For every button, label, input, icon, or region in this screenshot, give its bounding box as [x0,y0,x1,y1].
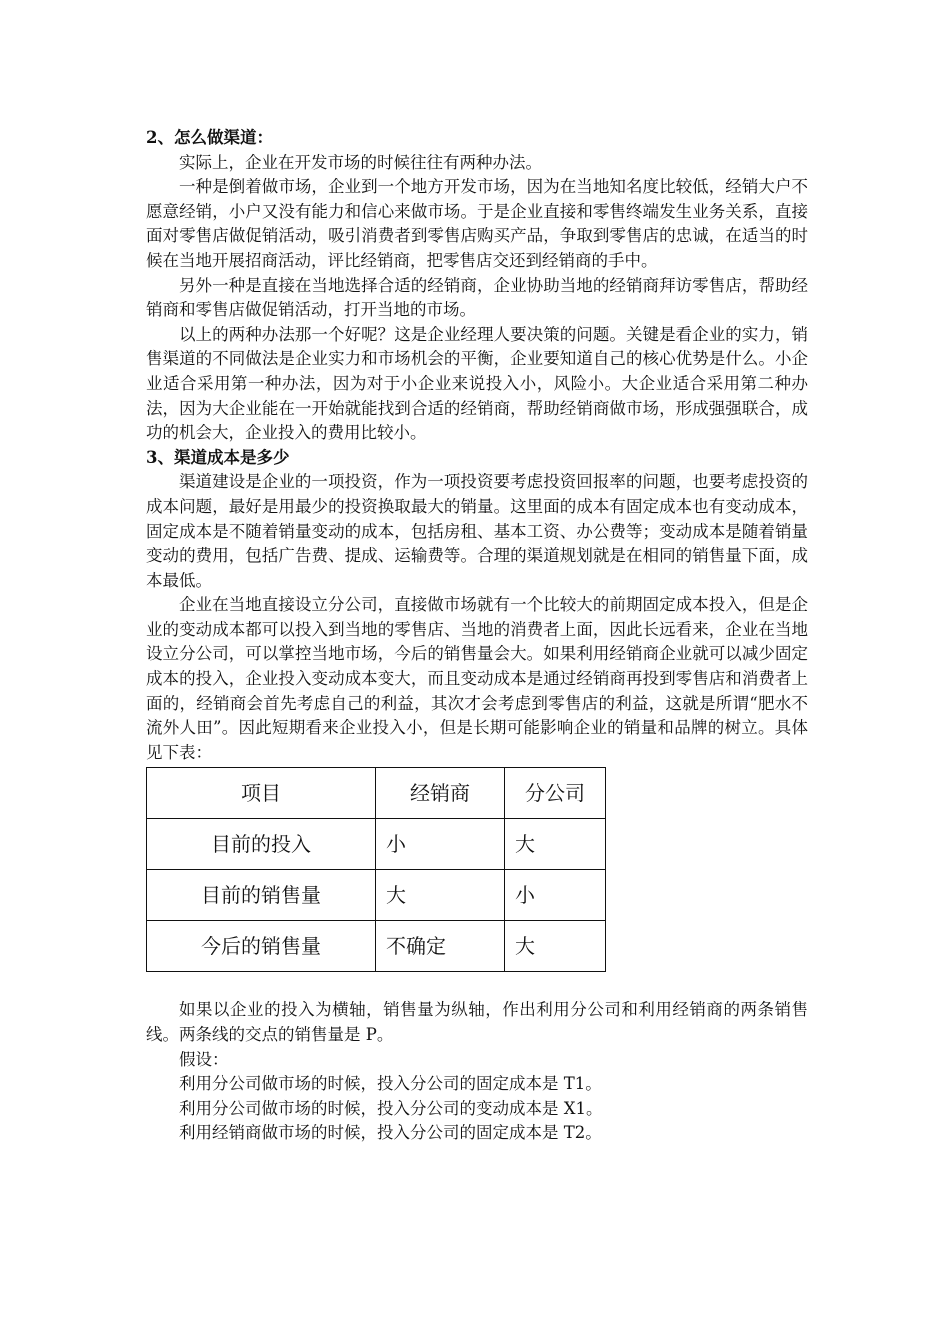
table-cell: 大 [505,819,606,870]
paragraph: 实际上，企业在开发市场的时候往往有两种办法。 [179,152,542,172]
table-header-row [147,768,606,819]
paragraph: 以上的两种办法那一个好呢？这是企业经理人要决策的问题。关键是看企业的实力，销售渠道的不同做法是企业实力和市场机会的平衡，企业要知道自己的核心优势是什么。小企业适合采用第一种办法，因为对于小企业来说投入小，风险小。大企业适合采用第二种办法，因为大企业能在一开始就能找到合适的经销商，帮助经销商做市场，形成强强联合，成功的机会大，企业投入的费用比较小。 [146,324,808,443]
table-cell: 不确定 [376,921,505,972]
comparison-table [146,767,606,972]
table-header-cell: 经销商 [376,768,505,819]
table-row [147,819,606,870]
assumption-line: 利用分公司做市场的时候，投入分公司的固定成本是 T1。 [179,1074,602,1094]
paragraph: 渠道建设是企业的一项投资，作为一项投资要考虑投资回报率的问题，也要考虑投资的成本问题，最好是用最少的投资换取最大的销量。这里面的成本有固定成本也有变动成本，固定成本是不随着销量变动的成本，包括房租、基本工资、办公费等；变动成本是随着销量变动的费用，包括广告费、提成、运输费等。合理的渠道规划就是在相同的销售量下面，成本最低。 [146,472,808,590]
paragraph: 企业在当地直接设立分公司，直接做市场就有一个比较大的前期固定成本投入，但是企业的变动成本都可以投入到当地的零售店、当地的消费者上面，因此长远看来，企业在当地设立分公司，可以掌控当地市场，今后的销售量会大。如果利用经销商企业就可以减少固定成本的投入，企业投入变动成本变大，而且变动成本是通过经销商再投到零售店和消费者上面的，经销商会首先考虑自己的利益，其次才会考虑到零售店的利益，这就是所谓“肥水不流外人田”。因此短期看来企业投入小，但是长期可能影响企业的销量和品牌的树立。具体见下表： [146,595,808,762]
table-cell: 大 [505,921,606,972]
paragraph: 如果以企业的投入为横轴，销售量为纵轴，作出利用分公司和利用经销商的两条销售线。两条线的交点的销售量是 P。 [146,1000,808,1045]
paragraph: 一种是倒着做市场，企业到一个地方开发市场，因为在当地知名度比较低，经销大户不愿意经销，小户又没有能力和信心来做市场。于是企业直接和零售终端发生业务关系，直接面对零售店做促销活动，吸引消费者到零售店购买产品，争取到零售店的忠诚，在适当的时候在当地开展招商活动，评比经销商，把零售店交还到经销商的手中。 [146,177,808,270]
table-cell: 大 [376,870,505,921]
assumption-label: 假设： [179,1049,229,1069]
table-cell: 小 [505,870,606,921]
section-heading-2: 2、怎么做渠道： [146,128,273,147]
table-cell: 目前的销售量 [147,870,376,921]
assumption-line: 利用经销商做市场的时候，投入分公司的固定成本是 T2。 [179,1123,602,1143]
assumption-line: 利用分公司做市场的时候，投入分公司的变动成本是 X1。 [179,1098,603,1118]
section-heading-3: 3、渠道成本是多少 [146,447,290,467]
table-cell: 今后的销售量 [147,921,376,972]
paragraph: 另外一种是直接在当地选择合适的经销商，企业协助当地的经销商拜访零售店，帮助经销商和零售店做促销活动，打开当地的市场。 [146,275,808,320]
table-row [147,870,606,921]
table-header-cell: 项目 [147,768,376,819]
document-body [146,126,808,1146]
table-header-cell: 分公司 [505,768,606,819]
table-cell: 小 [376,819,505,870]
table-row [147,921,606,972]
table-cell: 目前的投入 [147,819,376,870]
